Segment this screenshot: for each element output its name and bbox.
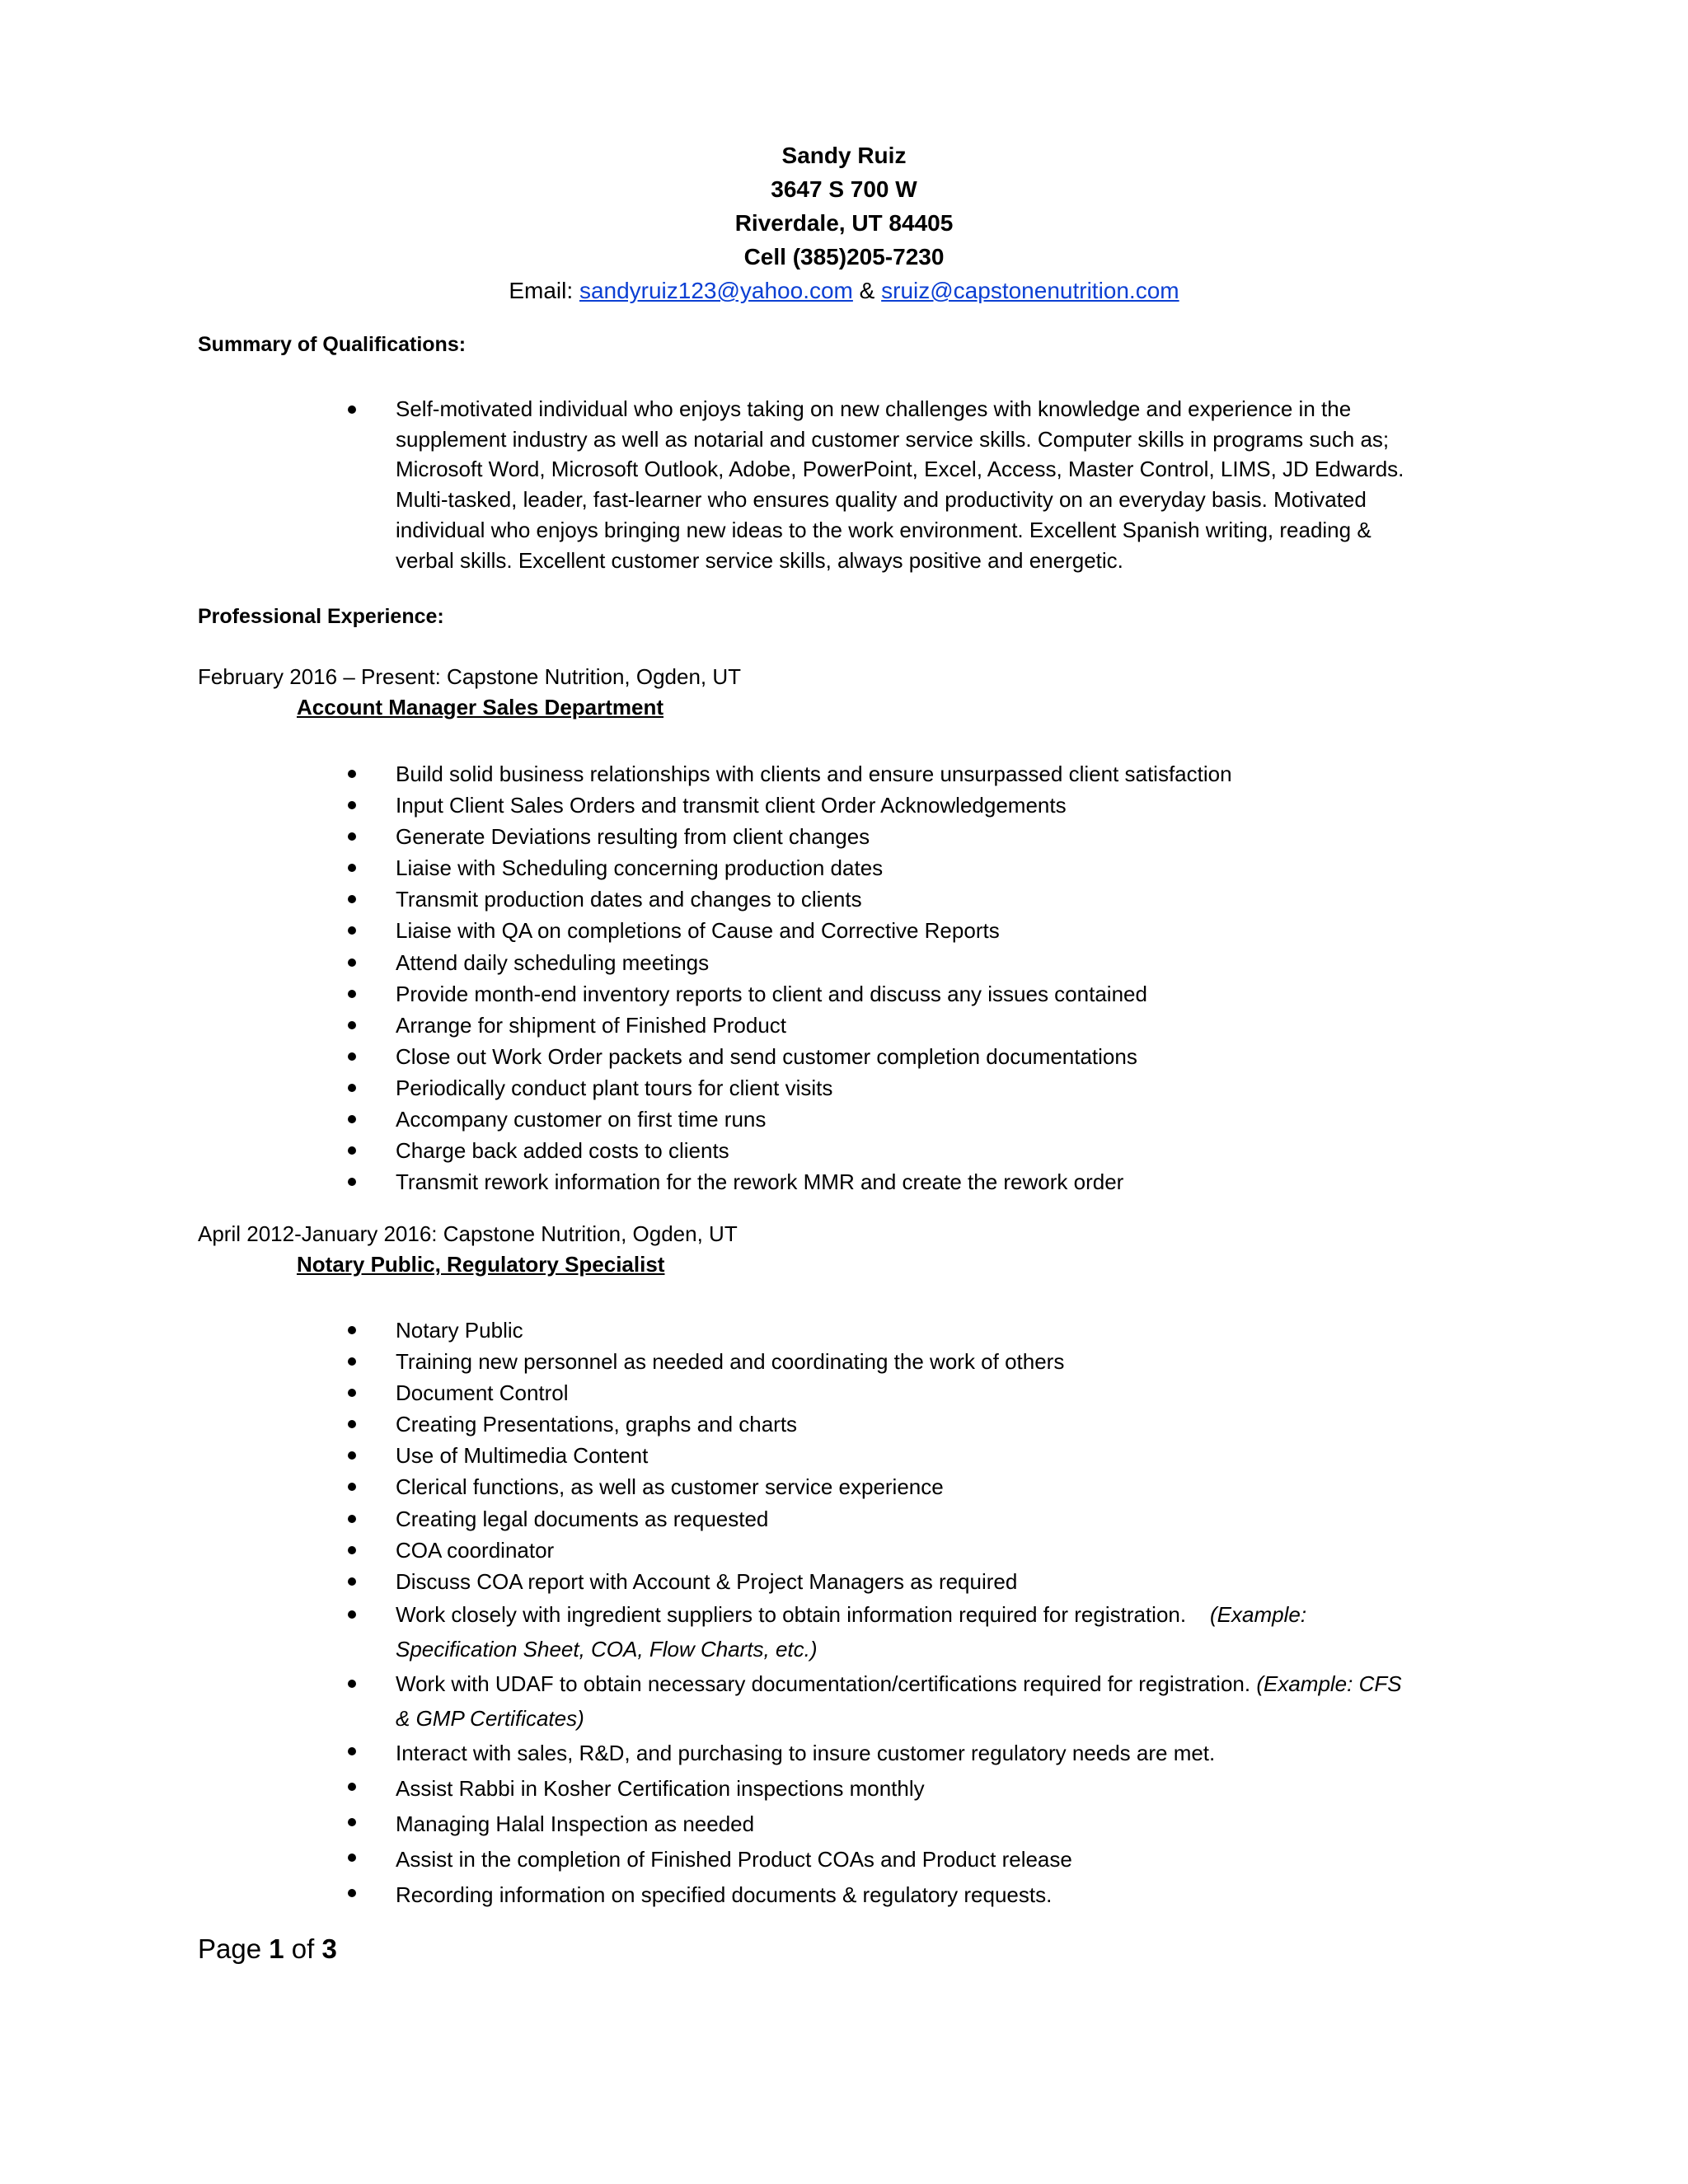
duty-item	[0, 758, 1232, 790]
duty-item	[0, 1346, 1484, 1377]
duty-text: Periodically conduct plant tours for client visits	[396, 1075, 833, 1100]
bullet-icon	[348, 1783, 356, 1791]
duty-item	[0, 1666, 1484, 1736]
page-number	[198, 1933, 337, 1965]
summary-line: Self-motivated individual who enjoys taking on new challenges with knowledge and experience in the	[396, 396, 1352, 421]
bullet-icon	[348, 864, 356, 872]
duty-item	[0, 1597, 1484, 1666]
job-role: Notary Public, Regulatory Specialist	[297, 1252, 665, 1277]
street-address: 3647 S 700 W	[771, 176, 917, 202]
duty-text: Creating Presentations, graphs and charts	[396, 1412, 798, 1437]
duty-item	[0, 1408, 1484, 1440]
job-duties-list	[0, 758, 1232, 1197]
page-total: 3	[321, 1933, 337, 1964]
duty-text: Training new personnel as needed and coordinating the work of others	[396, 1349, 1065, 1375]
page-current: 1	[269, 1933, 284, 1964]
bullet-icon	[348, 895, 356, 903]
bullet-icon	[348, 770, 356, 778]
duty-item	[0, 1166, 1232, 1197]
duty-text: Charge back added costs to clients	[396, 1138, 729, 1164]
duty-text: Liaise with Scheduling concerning production dates	[396, 855, 884, 881]
job-dates: February 2016 – Present: Capstone Nutrition, Ogden, UT	[198, 664, 742, 689]
duty-item	[0, 1440, 1484, 1471]
duty-text: Close out Work Order packets and send customer completion documentations	[396, 1043, 1137, 1069]
bullet-icon	[348, 1451, 356, 1460]
summary-list	[0, 394, 1467, 575]
duty-item	[0, 790, 1232, 821]
duty-text: Arrange for shipment of Finished Product	[396, 1012, 787, 1038]
duty-text: Managing Halal Inspection as needed	[396, 1811, 755, 1836]
duty-text: Generate Deviations resulting from client changes	[396, 824, 870, 850]
duty-item	[0, 1041, 1232, 1072]
duty-text: Transmit production dates and changes to clients	[396, 887, 862, 912]
bullet-icon	[348, 1326, 356, 1334]
bullet-icon	[348, 1021, 356, 1029]
bullet-icon	[348, 926, 356, 935]
bullet-icon	[348, 1577, 356, 1586]
summary-line: supplement industry as well as notarial and customer service skills. Computer skills in programs such as;	[396, 426, 1390, 452]
summary-item	[0, 394, 1467, 575]
duty-item	[0, 1315, 1484, 1346]
bullet-icon	[348, 801, 356, 809]
duty-item	[0, 1736, 1484, 1771]
duty-text: Recording information on specified documents & regulatory requests.	[396, 1882, 1053, 1907]
duty-item	[0, 978, 1232, 1010]
bullet-icon	[348, 1854, 356, 1862]
duty-item	[0, 1072, 1232, 1104]
bullet-icon	[348, 958, 356, 967]
job-role: Account Manager Sales Department	[297, 695, 664, 719]
duty-item	[0, 1566, 1484, 1597]
duty-example-cont: Specification Sheet, COA, Flow Charts, etc.)	[396, 1636, 818, 1661]
bullet-icon	[348, 1115, 356, 1123]
bullet-icon	[348, 1389, 356, 1397]
duty-example: (Example:	[1210, 1601, 1307, 1627]
bullet-icon	[348, 1052, 356, 1061]
summary-line: Microsoft Word, Microsoft Outlook, Adobe, PowerPoint, Excel, Access, Master Control, LIMS, JD Edwards.	[396, 457, 1404, 482]
bullet-icon	[348, 1818, 356, 1826]
bullet-icon	[348, 1146, 356, 1155]
duty-item	[0, 1010, 1232, 1041]
bullet-icon	[348, 1680, 356, 1688]
email-link-work[interactable]: sruiz@capstonenutrition.com	[881, 278, 1179, 303]
email-label: Email:	[509, 278, 574, 303]
bullet-icon	[348, 1515, 356, 1523]
duty-item	[0, 1771, 1484, 1807]
experience-heading: Professional Experience:	[198, 605, 444, 628]
duty-item	[0, 1104, 1232, 1135]
duty-item	[0, 1535, 1484, 1566]
duty-text: Liaise with QA on completions of Cause and Corrective Reports	[396, 918, 1000, 944]
duty-example-cont: & GMP Certificates)	[396, 1705, 584, 1731]
duty-item	[0, 915, 1232, 946]
bullet-icon	[348, 1546, 356, 1554]
job-dates: April 2012-January 2016: Capstone Nutrition, Ogden, UT	[198, 1221, 738, 1246]
summary-line: individual who enjoys bringing new ideas to the work environment. Excellent Spanish writing, reading &	[396, 517, 1372, 542]
bullet-icon	[348, 1420, 356, 1428]
contact-header	[0, 138, 1688, 307]
duty-text: Provide month-end inventory reports to client and discuss any issues contained	[396, 981, 1147, 1006]
duty-text: Assist Rabbi in Kosher Certification inspections monthly	[396, 1775, 925, 1801]
duty-text: Notary Public	[396, 1318, 523, 1343]
duty-text: Interact with sales, R&D, and purchasing to insure customer regulatory needs are met.	[396, 1740, 1216, 1765]
duty-item	[0, 852, 1232, 883]
duty-item	[0, 1135, 1232, 1166]
summary-line: Multi-tasked, leader, fast-learner who ensures quality and productivity on an everyday basis. Motivated	[396, 487, 1367, 513]
email-link-personal[interactable]: sandyruiz123@yahoo.com	[579, 278, 853, 303]
duty-item	[0, 1842, 1484, 1877]
bullet-icon	[348, 1084, 356, 1092]
duty-item	[0, 1471, 1484, 1502]
summary-heading: Summary of Qualifications:	[198, 333, 467, 356]
duty-item	[0, 883, 1232, 915]
bullet-icon	[348, 1747, 356, 1755]
bullet-icon	[348, 1610, 356, 1619]
bullet-icon	[348, 1178, 356, 1186]
email-line	[0, 274, 1688, 307]
duty-text: Transmit rework information for the rework MMR and create the rework order	[396, 1169, 1124, 1195]
bullet-icon	[348, 1889, 356, 1897]
bullet-icon	[348, 1357, 356, 1366]
bullet-icon	[348, 832, 356, 841]
bullet-icon	[348, 405, 356, 414]
duty-item	[0, 821, 1232, 852]
email-separator: &	[859, 278, 875, 303]
duty-example: (Example: CFS	[1256, 1671, 1402, 1696]
phone-number: Cell (385)205-7230	[743, 244, 945, 269]
duty-text: Attend daily scheduling meetings	[396, 949, 710, 975]
duty-text: COA coordinator	[396, 1537, 555, 1563]
duty-text: Build solid business relationships with clients and ensure unsurpassed client satisfaction	[396, 762, 1232, 786]
bullet-icon	[348, 1483, 356, 1491]
duty-item	[0, 1807, 1484, 1842]
duty-text: Work closely with ingredient suppliers to obtain information required for registration.	[396, 1601, 1187, 1627]
of-word: of	[291, 1933, 315, 1964]
duty-text: Creating legal documents as requested	[396, 1506, 769, 1531]
duty-text: Use of Multimedia Content	[396, 1443, 649, 1469]
duty-text: Accompany customer on first time runs	[396, 1107, 767, 1132]
duty-text: Discuss COA report with Account & Project Managers as required	[396, 1568, 1018, 1594]
summary-line: verbal skills. Excellent customer service skills, always positive and energetic.	[396, 547, 1123, 573]
bullet-icon	[348, 990, 356, 998]
city-state-zip: Riverdale, UT 84405	[734, 210, 954, 236]
duty-item	[0, 1503, 1484, 1535]
duty-item	[0, 947, 1232, 978]
job-duties-list	[0, 1315, 1484, 1913]
candidate-name: Sandy Ruiz	[781, 143, 907, 168]
duty-text: Input Client Sales Orders and transmit client Order Acknowledgements	[396, 793, 1067, 818]
duty-text: Clerical functions, as well as customer service experience	[396, 1474, 944, 1500]
duty-text: Work with UDAF to obtain necessary documentation/certifications required for registration.	[396, 1671, 1251, 1696]
duty-item	[0, 1377, 1484, 1408]
duty-text: Assist in the completion of Finished Product COAs and Product release	[396, 1846, 1072, 1872]
page-word: Page	[198, 1933, 262, 1964]
duty-text: Document Control	[396, 1380, 569, 1406]
duty-item	[0, 1877, 1484, 1913]
